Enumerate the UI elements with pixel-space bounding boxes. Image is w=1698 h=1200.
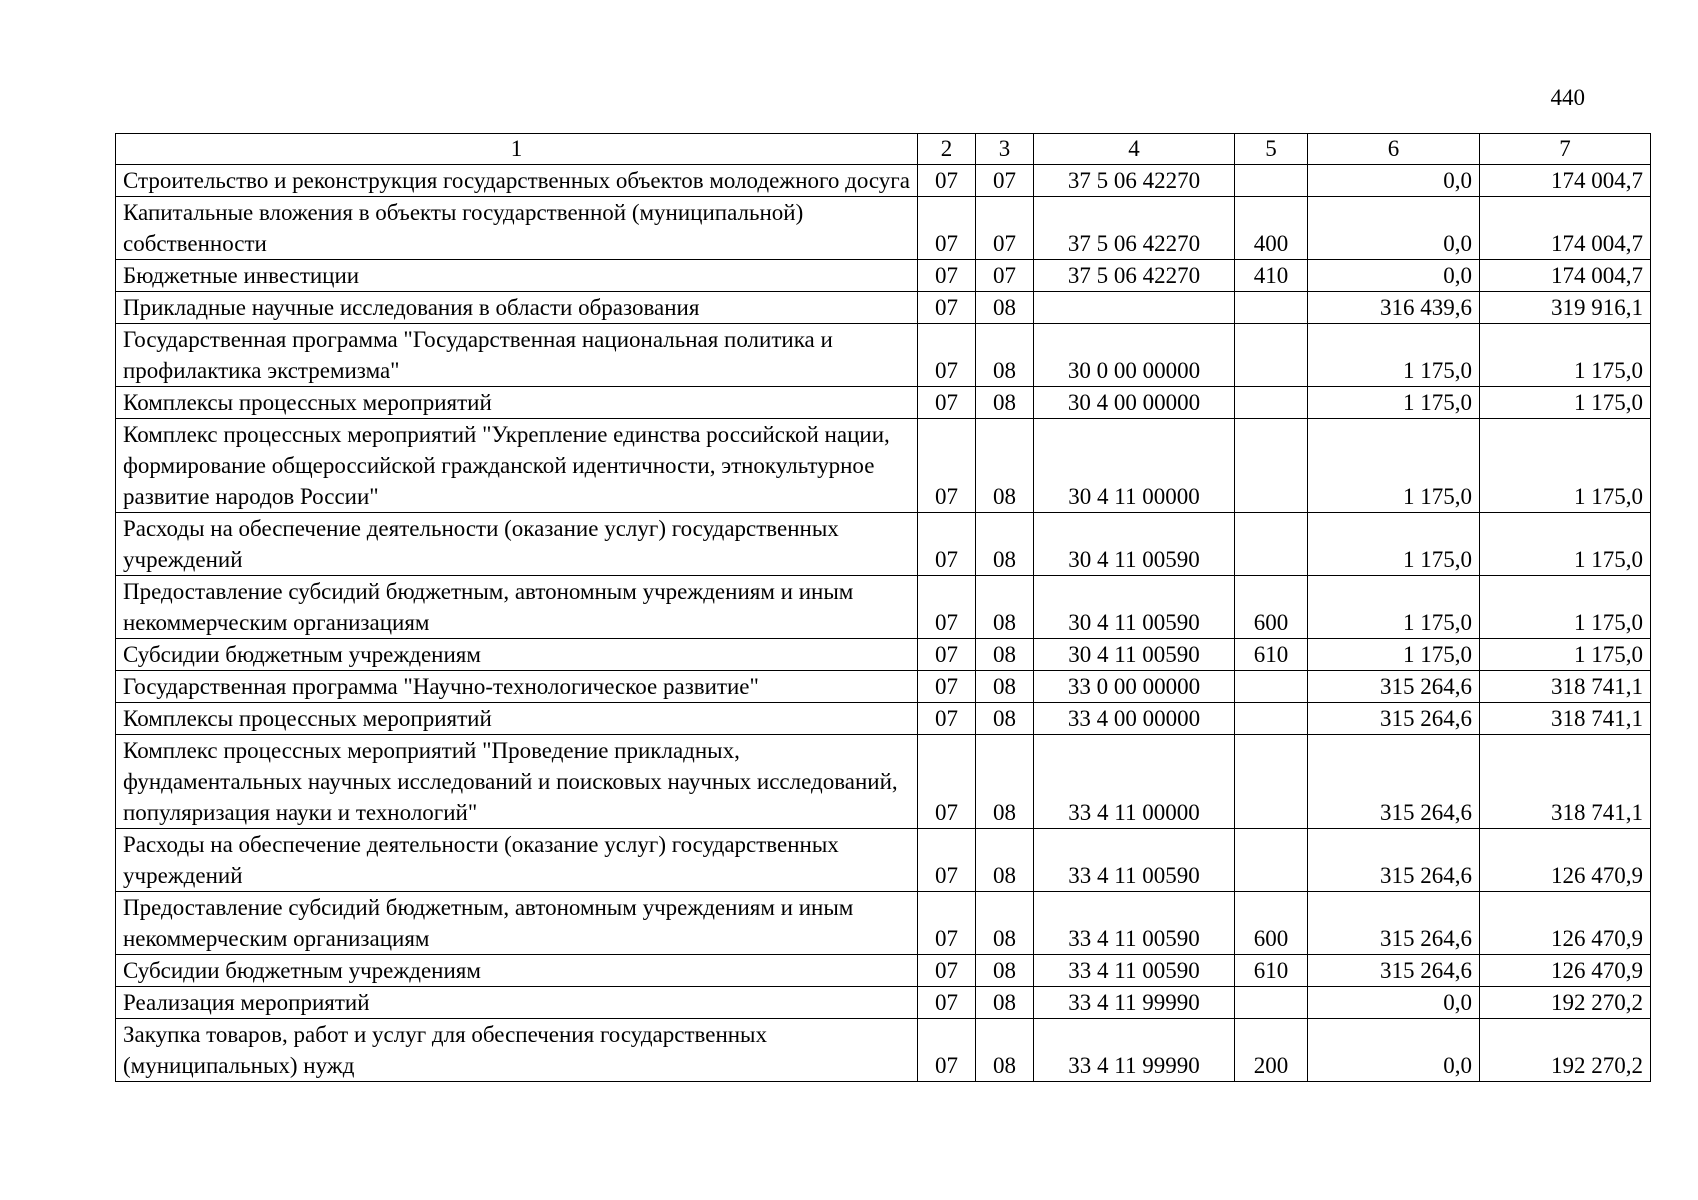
amount-col-6: 315 264,6	[1308, 955, 1480, 987]
target-article-code: 37 5 06 42270	[1034, 260, 1235, 292]
amount-col-7: 1 175,0	[1480, 419, 1651, 513]
amount-col-6: 315 264,6	[1308, 892, 1480, 955]
expense-type-code: 610	[1235, 955, 1308, 987]
amount-col-7: 318 741,1	[1480, 735, 1651, 829]
target-article-code: 30 4 11 00590	[1034, 513, 1235, 576]
table-row	[116, 955, 1651, 987]
column-header: 5	[1235, 134, 1308, 165]
header-row	[116, 134, 1651, 165]
target-article-code: 33 4 11 00590	[1034, 955, 1235, 987]
target-article-code: 33 4 11 00590	[1034, 829, 1235, 892]
amount-col-7: 1 175,0	[1480, 324, 1651, 387]
amount-col-6: 315 264,6	[1308, 829, 1480, 892]
table-row	[116, 1019, 1651, 1082]
amount-col-6: 1 175,0	[1308, 576, 1480, 639]
section-code: 07	[918, 703, 976, 735]
expense-type-code: 400	[1235, 197, 1308, 260]
target-article-code: 30 4 11 00000	[1034, 419, 1235, 513]
row-name: Комплекс процессных мероприятий "Укрепление единства российской нации, формирование общероссийской гражданской идентичности, этнокультурное развитие народов России"	[116, 419, 918, 513]
subsection-code: 08	[976, 703, 1034, 735]
subsection-code: 08	[976, 419, 1034, 513]
target-article-code: 30 4 00 00000	[1034, 387, 1235, 419]
target-article-code: 30 4 11 00590	[1034, 639, 1235, 671]
page-number: 440	[1550, 85, 1585, 110]
target-article-code: 37 5 06 42270	[1034, 165, 1235, 197]
expense-type-code	[1235, 703, 1308, 735]
target-article-code: 33 4 11 99990	[1034, 987, 1235, 1019]
row-name: Строительство и реконструкция государственных объектов молодежного досуга	[116, 165, 918, 197]
table-row	[116, 892, 1651, 955]
subsection-code: 08	[976, 892, 1034, 955]
expense-type-code: 410	[1235, 260, 1308, 292]
table-row	[116, 292, 1651, 324]
expense-type-code	[1235, 671, 1308, 703]
row-name: Комплекс процессных мероприятий "Проведение прикладных, фундаментальных научных исследований и поисковых научных исследований, популяризация науки и технологий"	[116, 735, 918, 829]
row-name: Субсидии бюджетным учреждениям	[116, 639, 918, 671]
section-code: 07	[918, 892, 976, 955]
row-name: Субсидии бюджетным учреждениям	[116, 955, 918, 987]
row-name: Реализация мероприятий	[116, 987, 918, 1019]
table-row	[116, 671, 1651, 703]
amount-col-7: 126 470,9	[1480, 829, 1651, 892]
subsection-code: 08	[976, 671, 1034, 703]
amount-col-7: 192 270,2	[1480, 987, 1651, 1019]
amount-col-7: 126 470,9	[1480, 892, 1651, 955]
target-article-code: 33 4 11 99990	[1034, 1019, 1235, 1082]
section-code: 07	[918, 513, 976, 576]
subsection-code: 08	[976, 735, 1034, 829]
target-article-code: 33 4 00 00000	[1034, 703, 1235, 735]
table-row	[116, 324, 1651, 387]
subsection-code: 08	[976, 987, 1034, 1019]
row-name: Расходы на обеспечение деятельности (оказание услуг) государственных учреждений	[116, 513, 918, 576]
amount-col-7: 1 175,0	[1480, 513, 1651, 576]
subsection-code: 08	[976, 1019, 1034, 1082]
table-row	[116, 260, 1651, 292]
amount-col-6: 0,0	[1308, 197, 1480, 260]
table-row	[116, 576, 1651, 639]
amount-col-6: 1 175,0	[1308, 387, 1480, 419]
row-name: Комплексы процессных мероприятий	[116, 387, 918, 419]
row-name: Бюджетные инвестиции	[116, 260, 918, 292]
expense-type-code	[1235, 165, 1308, 197]
section-code: 07	[918, 576, 976, 639]
section-code: 07	[918, 260, 976, 292]
amount-col-6: 1 175,0	[1308, 513, 1480, 576]
target-article-code: 30 4 11 00590	[1034, 576, 1235, 639]
expense-type-code: 200	[1235, 1019, 1308, 1082]
column-header: 4	[1034, 134, 1235, 165]
subsection-code: 08	[976, 387, 1034, 419]
amount-col-6: 0,0	[1308, 165, 1480, 197]
expense-type-code	[1235, 987, 1308, 1019]
section-code: 07	[918, 324, 976, 387]
row-name: Государственная программа "Научно-технологическое развитие"	[116, 671, 918, 703]
table-row	[116, 419, 1651, 513]
subsection-code: 08	[976, 829, 1034, 892]
subsection-code: 07	[976, 260, 1034, 292]
subsection-code: 08	[976, 292, 1034, 324]
subsection-code: 07	[976, 197, 1034, 260]
row-name: Предоставление субсидий бюджетным, автономным учреждениям и иным некоммерческим организациям	[116, 892, 918, 955]
section-code: 07	[918, 639, 976, 671]
expense-type-code: 600	[1235, 892, 1308, 955]
amount-col-7: 1 175,0	[1480, 387, 1651, 419]
amount-col-6: 1 175,0	[1308, 639, 1480, 671]
column-header: 3	[976, 134, 1034, 165]
target-article-code: 37 5 06 42270	[1034, 197, 1235, 260]
expense-type-code	[1235, 324, 1308, 387]
target-article-code: 30 0 00 00000	[1034, 324, 1235, 387]
amount-col-6: 0,0	[1308, 987, 1480, 1019]
target-article-code	[1034, 292, 1235, 324]
expense-type-code	[1235, 292, 1308, 324]
amount-col-6: 0,0	[1308, 1019, 1480, 1082]
amount-col-7: 318 741,1	[1480, 671, 1651, 703]
table-row	[116, 197, 1651, 260]
row-name: Комплексы процессных мероприятий	[116, 703, 918, 735]
section-code: 07	[918, 955, 976, 987]
amount-col-6: 315 264,6	[1308, 671, 1480, 703]
amount-col-7: 174 004,7	[1480, 260, 1651, 292]
column-header: 7	[1480, 134, 1651, 165]
table-row	[116, 829, 1651, 892]
section-code: 07	[918, 671, 976, 703]
target-article-code: 33 4 11 00590	[1034, 892, 1235, 955]
amount-col-7: 192 270,2	[1480, 1019, 1651, 1082]
row-name: Расходы на обеспечение деятельности (оказание услуг) государственных учреждений	[116, 829, 918, 892]
section-code: 07	[918, 292, 976, 324]
section-code: 07	[918, 1019, 976, 1082]
amount-col-6: 316 439,6	[1308, 292, 1480, 324]
row-name: Закупка товаров, работ и услуг для обеспечения государственных (муниципальных) нужд	[116, 1019, 918, 1082]
table-row	[116, 735, 1651, 829]
row-name: Государственная программа "Государственная национальная политика и профилактика экстремизма"	[116, 324, 918, 387]
subsection-code: 08	[976, 576, 1034, 639]
expense-type-code	[1235, 735, 1308, 829]
section-code: 07	[918, 419, 976, 513]
column-header: 6	[1308, 134, 1480, 165]
amount-col-6: 315 264,6	[1308, 703, 1480, 735]
row-name: Капитальные вложения в объекты государственной (муниципальной) собственности	[116, 197, 918, 260]
section-code: 07	[918, 829, 976, 892]
expense-type-code	[1235, 387, 1308, 419]
row-name: Прикладные научные исследования в области образования	[116, 292, 918, 324]
table-row	[116, 387, 1651, 419]
table-row	[116, 987, 1651, 1019]
amount-col-7: 1 175,0	[1480, 639, 1651, 671]
expense-type-code	[1235, 513, 1308, 576]
budget-table	[115, 133, 1651, 1082]
amount-col-7: 319 916,1	[1480, 292, 1651, 324]
amount-col-6: 315 264,6	[1308, 735, 1480, 829]
table-row	[116, 165, 1651, 197]
section-code: 07	[918, 987, 976, 1019]
amount-col-7: 174 004,7	[1480, 165, 1651, 197]
subsection-code: 08	[976, 324, 1034, 387]
section-code: 07	[918, 165, 976, 197]
section-code: 07	[918, 735, 976, 829]
target-article-code: 33 4 11 00000	[1034, 735, 1235, 829]
expense-type-code: 600	[1235, 576, 1308, 639]
column-header: 2	[918, 134, 976, 165]
column-header: 1	[116, 134, 918, 165]
expense-type-code: 610	[1235, 639, 1308, 671]
amount-col-7: 318 741,1	[1480, 703, 1651, 735]
subsection-code: 08	[976, 513, 1034, 576]
table-row	[116, 703, 1651, 735]
amount-col-6: 1 175,0	[1308, 324, 1480, 387]
row-name: Предоставление субсидий бюджетным, автономным учреждениям и иным некоммерческим организациям	[116, 576, 918, 639]
expense-type-code	[1235, 419, 1308, 513]
subsection-code: 08	[976, 639, 1034, 671]
section-code: 07	[918, 197, 976, 260]
subsection-code: 07	[976, 165, 1034, 197]
target-article-code: 33 0 00 00000	[1034, 671, 1235, 703]
table-row	[116, 513, 1651, 576]
amount-col-6: 1 175,0	[1308, 419, 1480, 513]
amount-col-7: 126 470,9	[1480, 955, 1651, 987]
subsection-code: 08	[976, 955, 1034, 987]
table-row	[116, 639, 1651, 671]
amount-col-7: 174 004,7	[1480, 197, 1651, 260]
amount-col-7: 1 175,0	[1480, 576, 1651, 639]
section-code: 07	[918, 387, 976, 419]
amount-col-6: 0,0	[1308, 260, 1480, 292]
expense-type-code	[1235, 829, 1308, 892]
